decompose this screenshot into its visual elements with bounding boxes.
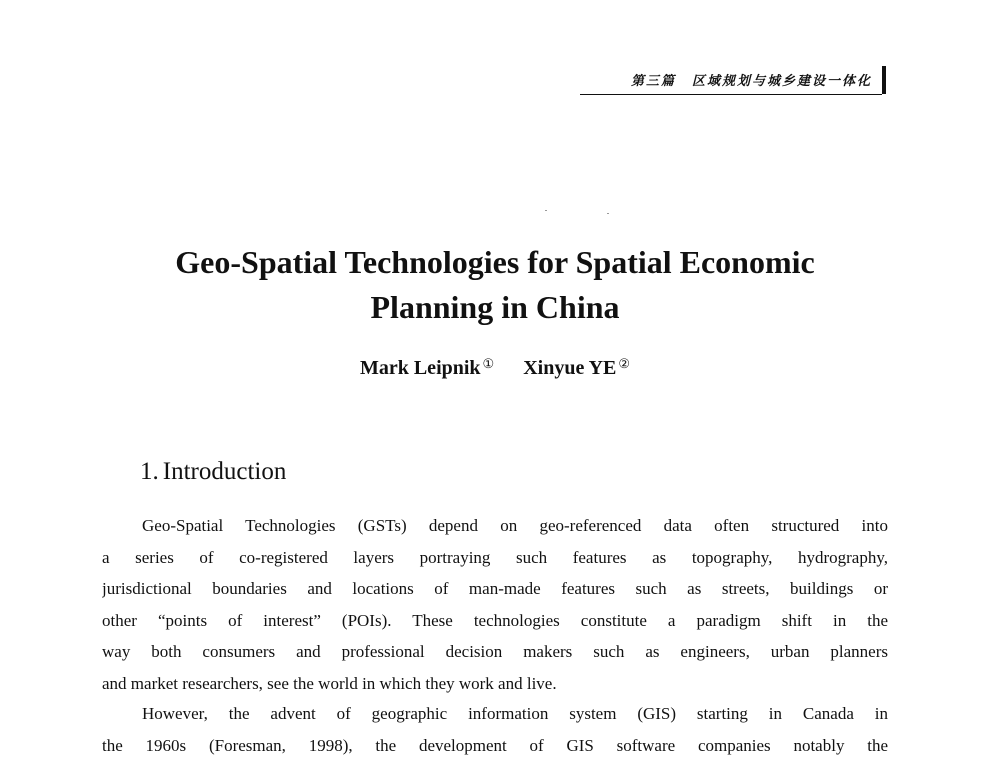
running-header-text bbox=[631, 70, 872, 89]
scan-speck bbox=[545, 210, 547, 211]
paragraph-2-line: the 1960s (Foresman, 1998), the development of GIS software companies notably the bbox=[102, 730, 888, 761]
paragraph-1-line: other “points of interest” (POIs). These technologies constitute a paradigm shift in the bbox=[102, 605, 888, 637]
author-2-name: Xinyue YE bbox=[523, 357, 616, 379]
author-1-name: Mark Leipnik bbox=[360, 357, 481, 379]
scan-speck bbox=[607, 213, 609, 214]
paper-title-line-2: Planning in China bbox=[100, 285, 890, 330]
author-2 bbox=[523, 356, 630, 380]
author-2-footnote-mark: ② bbox=[618, 356, 630, 371]
paragraph-1-line: and market researchers, see the world in which they work and live. bbox=[102, 668, 888, 700]
author-1 bbox=[360, 356, 494, 380]
paragraph-1-line: jurisdictional boundaries and locations of man-made features such as streets, buildings or bbox=[102, 573, 888, 605]
section-heading bbox=[140, 458, 286, 486]
running-header-part: 第三篇 bbox=[631, 74, 676, 89]
paragraph-1-line: way both consumers and professional decision makers such as engineers, urban planners bbox=[102, 636, 888, 668]
running-header-bar bbox=[882, 66, 886, 94]
paragraph-2 bbox=[102, 698, 888, 761]
author-1-footnote-mark: ① bbox=[483, 356, 495, 371]
paragraph-2-line: However, the advent of geographic information system (GIS) starting in Canada in bbox=[102, 698, 888, 730]
paragraph-1 bbox=[102, 510, 888, 699]
running-header-title: 区域规划与城乡建设一体化 bbox=[692, 74, 872, 89]
paper-title bbox=[100, 240, 890, 330]
author-list bbox=[100, 356, 890, 380]
paragraph-1-line: a series of co-registered layers portraying such features as topography, hydrography, bbox=[102, 542, 888, 574]
section-title: Introduction bbox=[163, 458, 287, 485]
running-header bbox=[580, 66, 882, 95]
section-number: 1. bbox=[140, 458, 159, 485]
paragraph-1-line: Geo-Spatial Technologies (GSTs) depend on geo-referenced data often structured into bbox=[102, 510, 888, 542]
paper-title-line-1: Geo-Spatial Technologies for Spatial Economic bbox=[100, 240, 890, 285]
